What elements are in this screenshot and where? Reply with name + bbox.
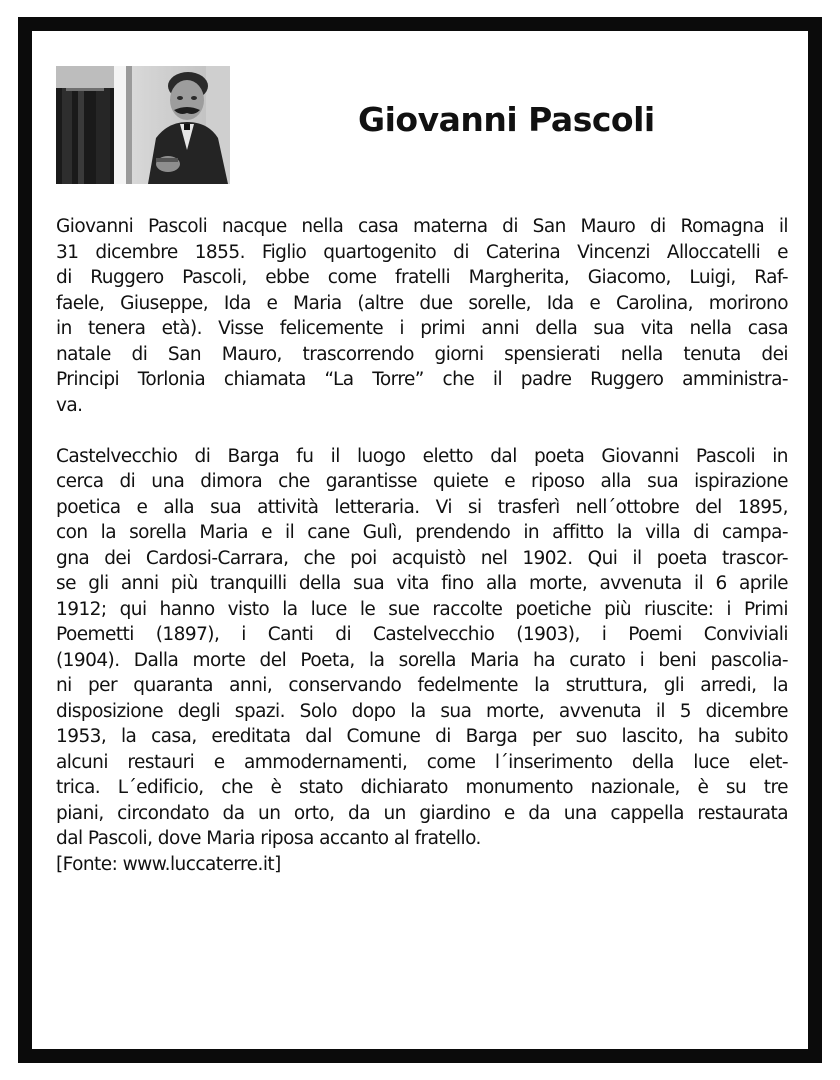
text-line: in tenera età). Visse felicemente i primi anni della sua vita nella casa bbox=[56, 318, 788, 339]
text-line: faele, Giuseppe, Ida e Maria (altre due sorelle, Ida e Carolina, morirono bbox=[56, 292, 788, 314]
text-line: (1904). Dalla morte del Poeta, la sorella Maria ha curato i beni pascolia- bbox=[56, 649, 788, 671]
text-line: Principi Torlonia chiamata “La Torre” che il padre Ruggero amministra- bbox=[56, 369, 788, 390]
text-line: Poemetti (1897), i Canti di Castelvecchio (1903), i Poemi Conviviali bbox=[56, 624, 788, 645]
text-line: se gli anni più tranquilli della sua vita fino alla morte, avvenuta il 6 aprile bbox=[56, 573, 788, 594]
text-line: natale di San Mauro, trascorrendo giorni spensierati nella tenuta dei bbox=[56, 343, 788, 365]
text-line: trica. L´edificio, che è stato dichiarato monumento nazionale, è su tre bbox=[56, 777, 788, 798]
paragraph-birth bbox=[56, 214, 788, 418]
text-line: va. bbox=[56, 394, 83, 416]
paragraph-castelvecchio bbox=[56, 444, 788, 878]
source-citation: [Fonte: www.luccaterre.it] bbox=[56, 853, 281, 875]
portrait-photo bbox=[56, 66, 230, 184]
text-line: Castelvecchio di Barga fu il luogo eletto dal poeta Giovanni Pascoli in bbox=[56, 445, 788, 467]
text-line: alcuni restauri e ammodernamenti, come l´inserimento della luce elet- bbox=[56, 751, 788, 773]
paragraph-spacer bbox=[56, 418, 788, 444]
body-text bbox=[56, 214, 788, 877]
text-line: piani, circondato da un orto, da un giardino e da una cappella restaurata bbox=[56, 802, 788, 824]
text-line: poetica e alla sua attività letteraria. Vi si trasferì nell´ottobre del 1895, bbox=[56, 496, 788, 518]
text-line: 1953, la casa, ereditata dal Comune di Barga per suo lascito, ha subito bbox=[56, 726, 788, 747]
text-line: Giovanni Pascoli nacque nella casa materna di San Mauro di Romagna il bbox=[56, 216, 788, 237]
page-title: Giovanni Pascoli bbox=[358, 100, 655, 139]
text-line: 31 dicembre 1855. Figlio quartogenito di Caterina Vincenzi Alloccatelli e bbox=[56, 241, 788, 263]
text-line: gna dei Cardosi-Carrara, che poi acquistò nel 1902. Qui il poeta trascor- bbox=[56, 547, 788, 569]
text-line: con la sorella Maria e il cane Gulì, prendendo in affitto la villa di campa- bbox=[56, 522, 788, 543]
text-line: di Ruggero Pascoli, ebbe come fratelli Margherita, Giacomo, Luigi, Raf- bbox=[56, 267, 788, 288]
text-line: cerca di una dimora che garantisse quiete e riposo alla sua ispirazione bbox=[56, 471, 788, 492]
text-line: dal Pascoli, dove Maria riposa accanto al fratello. bbox=[56, 828, 481, 849]
text-line: 1912; qui hanno visto la luce le sue raccolte poetiche più riuscite: i Primi bbox=[56, 598, 788, 620]
text-line: disposizione degli spazi. Solo dopo la sua morte, avvenuta il 5 dicembre bbox=[56, 700, 788, 722]
text-line: ni per quaranta anni, conservando fedelmente la struttura, gli arredi, la bbox=[56, 675, 788, 696]
